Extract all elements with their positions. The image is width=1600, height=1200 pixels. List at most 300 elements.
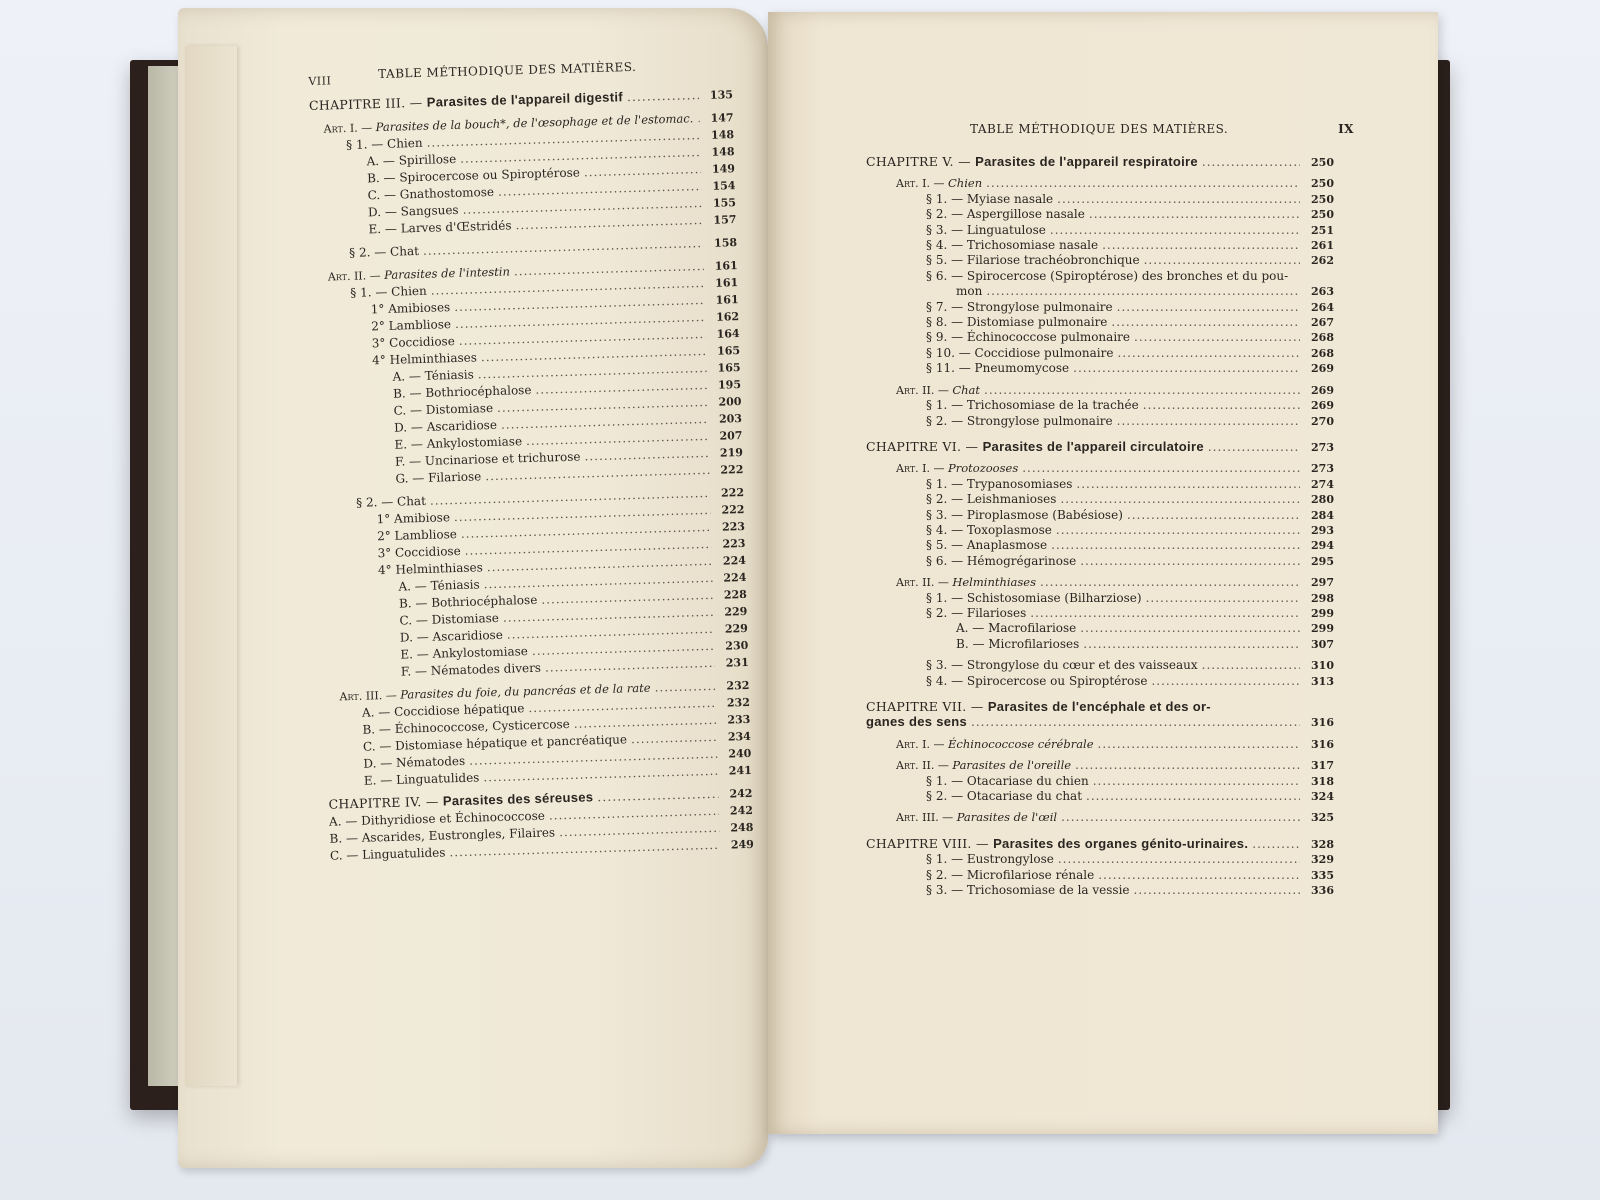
toc-page-number: 165 (717, 361, 741, 375)
toc-page-number: 223 (722, 536, 746, 551)
left-toc-list (309, 86, 754, 865)
right-page-number: IX (1338, 122, 1354, 136)
leader-dots (1058, 852, 1300, 867)
toc-page-number: 203 (718, 412, 743, 426)
spacer (866, 689, 1334, 699)
article-title: Protozooses (948, 461, 1019, 476)
toc-page-number: 293 (1311, 523, 1334, 537)
toc-entry (866, 398, 1334, 413)
toc-page-number: 148 (711, 145, 735, 159)
toc-entry (866, 868, 1334, 883)
toc-page-number: 325 (1311, 811, 1334, 825)
right-running-head-title: TABLE MÉTHODIQUE DES MATIÈRES. (970, 122, 1229, 136)
toc-page-number: 149 (711, 162, 736, 176)
article-title: Parasites de l'intestin (383, 264, 511, 282)
toc-page-number: 335 (1311, 868, 1334, 882)
toc-entry-label: 2° Lambliose (371, 317, 452, 334)
left-page-number: VIII (308, 74, 332, 88)
toc-entry-label (866, 439, 1204, 454)
chapter-prefix: CHAPITRE IV. — (328, 793, 444, 812)
toc-entry-label: § 1. — Schistosomiase (Bilharziose) (926, 590, 1142, 605)
toc-page-number: 154 (712, 179, 736, 193)
toc-page-number: 298 (1311, 591, 1334, 605)
toc-page-number: 299 (1311, 622, 1334, 636)
leader-dots (1050, 223, 1300, 238)
article-prefix: Art. II. — (896, 383, 953, 397)
toc-entry (866, 461, 1334, 476)
toc-entry-label: C. — Linguatulides (329, 845, 446, 863)
toc-entry (866, 591, 1334, 606)
leader-dots (1202, 658, 1300, 673)
toc-page-number: 224 (722, 553, 747, 568)
leader-dots (986, 176, 1300, 191)
leader-dots (1127, 508, 1300, 523)
leader-dots (1083, 637, 1300, 652)
chapter-title-continued: ganes des sens (866, 714, 968, 730)
toc-entry-label: A. — Spirillose (366, 151, 457, 169)
toc-entry (866, 737, 1334, 752)
spacer (866, 429, 1334, 439)
toc-page-number: 307 (1311, 637, 1334, 651)
toc-page-number: 328 (1311, 837, 1334, 851)
article-title: Parasites de l'œil (956, 810, 1058, 825)
toc-entry-label: § 4. — Toxoplasmose (926, 522, 1052, 537)
article-title: Chat (952, 382, 981, 397)
toc-entry-label: § 2. — Leishmanioses (926, 492, 1057, 507)
toc-entry-label: § 2. — Chat (348, 243, 420, 260)
article-title: Helminthiases (952, 575, 1037, 590)
toc-entry-label: § 10. — Coccidiose pulmonaire (926, 345, 1114, 360)
toc-entry-label: § 7. — Strongylose pulmonaire (926, 299, 1113, 314)
toc-entry-label: C. — Distomiase (399, 610, 500, 628)
toc-entry (866, 192, 1334, 207)
toc-entry-label: C. — Gnathostomose (367, 184, 495, 203)
leader-dots (986, 284, 1300, 299)
chapter-prefix: CHAPITRE III. — (308, 94, 427, 113)
leader-dots (1098, 868, 1300, 883)
toc-entry-label (896, 461, 1018, 476)
leader-dots (545, 655, 715, 676)
toc-entry-label: A. — Coccidiose hépatique (361, 701, 525, 720)
chapter-title: Parasites des organes génito-urinaires. (993, 835, 1249, 851)
leader-dots (1098, 737, 1300, 752)
toc-page-number: 161 (715, 276, 739, 290)
toc-entry (866, 154, 1334, 170)
toc-entry-label: C. — Distomiase (393, 400, 494, 418)
toc-entry (866, 346, 1334, 361)
toc-page-number: 161 (714, 259, 738, 273)
toc-entry (866, 508, 1334, 523)
toc-entry (866, 176, 1334, 191)
article-prefix: Art. II. — (896, 576, 953, 590)
toc-entry-label: A. — Téniasis (392, 367, 474, 384)
toc-entry-label: E. — Larves d'Œstridés (368, 218, 512, 237)
toc-page-number: 250 (1311, 156, 1334, 169)
toc-page-number: 273 (1311, 440, 1334, 454)
toc-entry-label: § 4. — Trichosomiase nasale (926, 238, 1099, 253)
toc-entry (866, 315, 1334, 330)
toc-page-number: 249 (730, 837, 755, 852)
left-running-head-title: TABLE MÉTHODIQUE DES MATIÈRES. (378, 59, 637, 82)
toc-page-number: 164 (716, 327, 740, 341)
toc-entry-label (866, 699, 1211, 714)
leader-dots (627, 87, 699, 105)
toc-entry (866, 658, 1334, 673)
toc-page-number: 295 (1311, 554, 1334, 568)
toc-entry-label (896, 383, 980, 398)
chapter-title: Parasites de l'appareil respiratoire (975, 154, 1198, 169)
toc-entry-label: § 5. — Filariose trachéobronchique (926, 253, 1140, 268)
toc-page-number: 250 (1311, 208, 1334, 222)
leader-dots (1060, 492, 1300, 507)
toc-entry (866, 883, 1334, 898)
toc-page-number: 242 (729, 786, 753, 801)
toc-page-number: 232 (726, 695, 751, 710)
leader-dots (1208, 440, 1300, 455)
toc-page-number: 294 (1311, 539, 1334, 553)
toc-entry (866, 300, 1334, 315)
toc-page-number: 273 (1311, 462, 1334, 476)
toc-entry (866, 414, 1334, 429)
article-prefix: Art. II. — (327, 268, 385, 284)
toc-entry-label: A. — Macrofilariose (956, 621, 1077, 636)
toc-page-number: 242 (729, 803, 754, 818)
toc-entry (866, 852, 1334, 867)
leader-dots (1051, 538, 1300, 553)
leader-dots (1102, 238, 1300, 253)
leader-dots (697, 110, 700, 126)
right-running-head (866, 118, 1354, 154)
toc-entry-label: § 1. — Chien (350, 283, 427, 300)
toc-page-number: 135 (709, 88, 734, 102)
toc-page-number: 157 (713, 213, 737, 227)
leader-dots (1111, 315, 1300, 330)
toc-entry (866, 699, 1334, 714)
toc-entry (866, 575, 1334, 590)
toc-page-number: 316 (1311, 737, 1334, 751)
leader-dots (1143, 398, 1300, 413)
article-prefix: Art. III. — (339, 688, 401, 704)
article-prefix: Art. III. — (896, 811, 957, 825)
toc-entry-label: § 5. — Anaplasmose (926, 538, 1048, 553)
toc-entry-label: § 6. — Spirocercose (Spiroptérose) des bronches et du pou- (926, 268, 1289, 283)
toc-entry-label: B. — Spirocercose ou Spiroptérose (366, 165, 581, 186)
toc-entry-label: 1° Amibiose (376, 510, 451, 527)
toc-page-number: 267 (1311, 316, 1334, 330)
toc-entry-label (896, 176, 982, 191)
toc-entry-label: § 2. — Microfilariose rénale (926, 867, 1095, 882)
toc-page-number: 230 (725, 638, 749, 653)
toc-page-number: 165 (716, 344, 741, 358)
leader-dots (1117, 346, 1300, 361)
leader-dots (631, 729, 717, 747)
chapter-prefix: CHAPITRE V. — (866, 154, 976, 169)
left-page-fold (185, 46, 237, 1086)
leader-dots (1040, 575, 1300, 590)
toc-page-number: 233 (727, 712, 751, 727)
article-title: Chien (948, 176, 983, 191)
toc-page-number: 310 (1311, 659, 1334, 673)
toc-entry-label: § 6. — Hémogrégarinose (926, 553, 1077, 568)
chapter-title: Parasites de l'encéphale et des or- (987, 699, 1211, 714)
toc-entry-label: 3° Coccidiose (377, 543, 461, 561)
toc-page-number: 261 (1311, 239, 1334, 253)
toc-page-number: 240 (728, 746, 752, 761)
toc-page-number: 270 (1311, 414, 1334, 428)
toc-entry-label: E. — Ankylostomiase (394, 434, 523, 452)
toc-entry-label: § 1. — Chien (345, 135, 423, 152)
toc-entry-label: mon (956, 284, 983, 299)
article-prefix: Art. II. — (896, 759, 953, 773)
leader-dots (1117, 414, 1300, 429)
toc-page-number: 250 (1311, 192, 1334, 206)
toc-entry-label: 1° Amibioses (370, 300, 451, 317)
toc-page-number: 269 (1311, 362, 1334, 376)
toc-entry (866, 789, 1334, 804)
toc-entry (866, 674, 1334, 689)
toc-entry-label: B. — Bothriocéphalose (398, 592, 538, 611)
toc-page-number: 195 (717, 378, 742, 392)
toc-page-number: 222 (720, 485, 745, 500)
toc-page-number: 219 (719, 446, 744, 460)
leader-dots (1134, 883, 1300, 898)
toc-entry-label: § 1. — Trichosomiase de la trachée (926, 398, 1139, 413)
toc-entry-label (866, 154, 1198, 169)
toc-page-number: 147 (710, 111, 734, 125)
leader-dots (1030, 606, 1300, 621)
toc-entry-label: B. — Bothriocéphalose (392, 382, 532, 401)
toc-entry-label: D. — Ascaridiose (399, 627, 504, 645)
toc-entry (866, 238, 1334, 253)
toc-entry-label: F. — Nématodes divers (400, 660, 542, 679)
toc-page-number: 223 (721, 519, 746, 534)
toc-entry-label: A. — Téniasis (398, 577, 480, 594)
spacer (866, 826, 1334, 836)
toc-entry (866, 554, 1334, 569)
leader-dots (1086, 789, 1300, 804)
toc-entry-label (866, 714, 967, 729)
chapter-title: Parasites des séreuses (442, 789, 594, 809)
chapter-title: Parasites de l'appareil circulatoire (982, 438, 1204, 454)
toc-page-number: 268 (1311, 346, 1334, 360)
toc-page-number: 274 (1311, 477, 1334, 491)
chapter-title: Parasites de l'appareil digestif (426, 89, 624, 110)
toc-page-number: 262 (1311, 254, 1334, 268)
toc-page-number: 200 (718, 395, 742, 409)
toc-entry (866, 223, 1334, 238)
leader-dots (1073, 361, 1300, 376)
toc-page-number: 222 (721, 502, 745, 517)
toc-entry-label: § 4. — Spirocercose ou Spiroptérose (926, 673, 1148, 688)
toc-page-number: 269 (1311, 383, 1334, 397)
toc-page-number: 248 (730, 820, 754, 835)
leader-dots (1146, 591, 1300, 606)
toc-entry-label: 4° Helminthiases (371, 350, 478, 368)
toc-entry-label: F. — Uncinariose et trichurose (394, 449, 581, 469)
toc-page-number: 318 (1311, 774, 1334, 788)
toc-page-number: 229 (724, 621, 749, 636)
leader-dots (1089, 207, 1300, 222)
toc-entry-label: 4° Helminthiases (377, 560, 483, 578)
leader-dots (1056, 523, 1300, 538)
toc-page-number: 269 (1311, 399, 1334, 413)
toc-entry-label: C. — Distomiase hépatique et pancréatique (362, 732, 628, 754)
toc-entry (866, 492, 1334, 507)
toc-page-number: 231 (725, 655, 749, 670)
toc-page-number: 234 (727, 729, 752, 744)
article-prefix: Art. I. — (896, 737, 948, 751)
toc-entry-label: § 3. — Strongylose du cœur et des vaisseaux (926, 658, 1198, 673)
toc-entry-label: § 8. — Distomiase pulmonaire (926, 315, 1108, 330)
toc-entry (866, 330, 1334, 345)
chapter-prefix: CHAPITRE VI. — (866, 438, 983, 454)
toc-page-number: 232 (726, 678, 750, 693)
toc-entry-label (866, 836, 1248, 851)
toc-entry (866, 538, 1334, 553)
toc-entry-label (896, 758, 1071, 773)
toc-entry-label: § 2. — Aspergillose nasale (926, 207, 1085, 222)
article-title: Parasites de l'oreille (952, 758, 1072, 773)
toc-entry-label: B. — Microfilarioses (956, 636, 1080, 651)
toc-page-number: 263 (1311, 285, 1334, 299)
toc-entry-label: § 1. — Otacariase du chien (926, 773, 1089, 788)
toc-entry (866, 439, 1334, 455)
article-prefix: Art. I. — (896, 462, 948, 476)
toc-entry-label: D. — Nématodes (363, 753, 466, 771)
toc-entry-label: § 1. — Trypanosomiases (926, 476, 1073, 491)
toc-page-number: 336 (1311, 884, 1334, 898)
toc-entry-label: § 3. — Trichosomiase de la vessie (926, 883, 1130, 898)
leader-dots (654, 678, 715, 696)
toc-page-number: 251 (1311, 223, 1334, 237)
toc-page-number: 222 (720, 463, 744, 477)
toc-page-number: 241 (728, 763, 752, 778)
leader-dots (1022, 461, 1300, 476)
toc-entry-label: B. — Ascarides, Eustrongles, Filaires (329, 825, 556, 846)
toc-entry-label: § 3. — Piroplasmose (Babésiose) (926, 507, 1123, 522)
toc-entry (866, 284, 1334, 299)
toc-entry-label: B. — Échinococcose, Cysticercose (362, 716, 570, 737)
toc-entry-label: § 2. — Otacariase du chat (926, 789, 1083, 804)
toc-page-number: 284 (1311, 508, 1334, 522)
toc-entry (866, 269, 1334, 284)
toc-entry (866, 758, 1334, 773)
toc-page-number: 268 (1311, 331, 1334, 345)
toc-page-number: 280 (1311, 493, 1334, 507)
leader-dots (597, 786, 719, 805)
toc-entry-label: A. — Dithyridiose et Échinococcose (328, 808, 546, 829)
toc-entry (866, 774, 1334, 789)
toc-entry-label: E. — Linguatulides (363, 770, 480, 788)
toc-entry (866, 810, 1334, 825)
toc-page-number: 317 (1311, 759, 1334, 773)
leader-dots (1134, 330, 1300, 345)
leader-dots (1080, 621, 1300, 636)
toc-entry-label: D. — Ascaridiose (393, 417, 498, 435)
toc-page-number: 158 (713, 236, 738, 250)
toc-page-number: 155 (712, 196, 737, 210)
toc-page-number: 299 (1311, 606, 1334, 620)
leader-dots (971, 715, 1300, 730)
leader-dots (1061, 810, 1300, 825)
right-page-text (866, 118, 1354, 898)
right-toc-list (866, 154, 1334, 898)
toc-entry-label (896, 810, 1057, 825)
article-prefix: Art. I. — (896, 177, 948, 191)
toc-entry (866, 253, 1334, 268)
chapter-prefix: CHAPITRE VIII. — (866, 835, 994, 851)
leader-dots (1151, 674, 1300, 689)
toc-entry (866, 207, 1334, 222)
toc-entry (866, 477, 1334, 492)
toc-entry (866, 714, 1334, 730)
leader-dots (1080, 554, 1300, 569)
toc-entry-label: G. — Filariose (395, 469, 482, 486)
toc-entry (866, 836, 1334, 852)
article-title: Parasites de la bouch*, de l'œsophage et de l'estomac. (375, 111, 694, 135)
toc-entry-label (896, 737, 1094, 752)
toc-entry (866, 637, 1334, 652)
leader-dots (1057, 192, 1300, 207)
toc-entry-label: § 2. — Chat (355, 493, 427, 510)
leader-dots (1076, 477, 1300, 492)
toc-page-number: 224 (723, 570, 747, 585)
toc-entry (866, 621, 1334, 636)
toc-entry-label: § 2. — Strongylose pulmonaire (926, 413, 1113, 428)
toc-entry-label: 2° Lambliose (376, 527, 458, 544)
toc-entry-label: 3° Coccidiose (371, 334, 456, 351)
toc-entry (866, 523, 1334, 538)
toc-page-number: 324 (1311, 790, 1334, 804)
toc-entry-label: § 2. — Filarioses (926, 605, 1027, 620)
toc-entry (866, 361, 1334, 376)
toc-page-number: 148 (710, 128, 735, 142)
article-prefix: Art. I. — (323, 121, 376, 136)
leader-dots (1093, 774, 1300, 789)
leader-dots (1117, 300, 1300, 315)
toc-page-number: 316 (1311, 716, 1334, 730)
toc-page-number: 250 (1311, 177, 1334, 191)
toc-entry (866, 383, 1334, 398)
toc-page-number: 329 (1311, 853, 1334, 867)
toc-entry-label (896, 575, 1036, 590)
toc-entry (866, 606, 1334, 621)
toc-entry-label: § 3. — Linguatulose (926, 222, 1046, 237)
toc-entry-label: § 1. — Myiase nasale (926, 191, 1054, 206)
toc-page-number: 313 (1311, 674, 1334, 688)
toc-page-number: 264 (1311, 300, 1334, 314)
toc-entry-label: D. — Sangsues (367, 202, 459, 220)
leader-dots (1144, 253, 1300, 268)
toc-page-number: 297 (1311, 576, 1334, 590)
leader-dots (584, 161, 702, 180)
toc-page-number: 207 (719, 429, 743, 443)
left-page-text (308, 56, 754, 865)
chapter-prefix: CHAPITRE VII. — (866, 699, 988, 714)
toc-page-number: 162 (715, 310, 740, 324)
toc-entry-label: E. — Ankylostomiase (400, 644, 529, 662)
toc-page-number: 161 (715, 293, 739, 307)
leader-dots (984, 383, 1300, 398)
toc-page-number: 229 (724, 604, 748, 619)
toc-entry-label: § 11. — Pneumomycose (926, 361, 1070, 376)
leader-dots (1252, 837, 1300, 852)
toc-page-number: 228 (723, 587, 748, 602)
leader-dots (1075, 758, 1300, 773)
leader-dots (1202, 155, 1300, 170)
article-title: Échinococcose cérébrale (948, 736, 1094, 751)
toc-entry-label: § 9. — Échinococcose pulmonaire (926, 330, 1130, 345)
